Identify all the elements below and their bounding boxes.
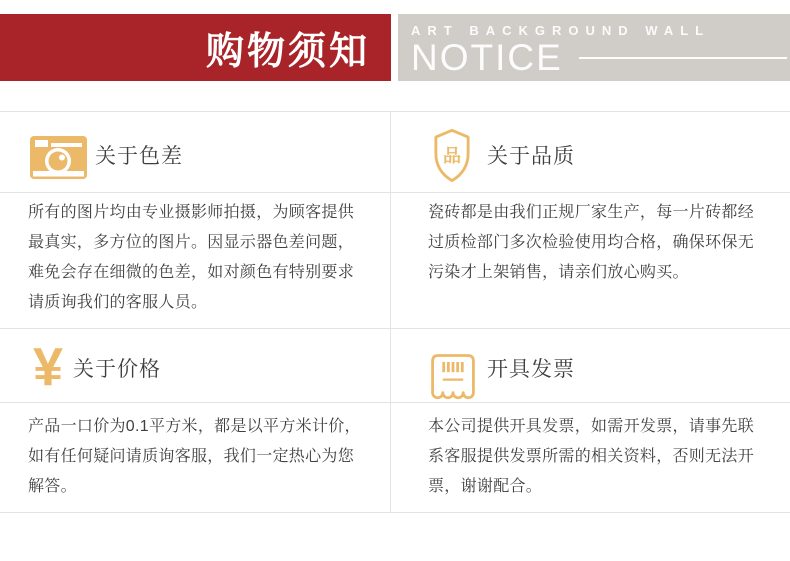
header-subtitle-en: ART BACKGROUND WALL: [411, 23, 711, 38]
section-body-color-difference: 所有的图片均由专业摄影师拍摄，为顾客提供最真实，多方位的图片。因显示器色差问题，难免会存在细微的色差，如对颜色有特别要求请质询我们的客服人员。: [28, 204, 355, 311]
divider-under-titles-row1: [0, 192, 790, 193]
camera-icon: [30, 133, 87, 186]
section-body-quality: 瓷砖都是由我们正规厂家生产，每一片砖都经过质检部门多次检验使用均合格，确保环保无污染才上架销售，请亲们放心购买。: [428, 204, 755, 281]
divider-between-rows: [0, 328, 790, 329]
section-body-price: 产品一口价为0.1平方米，都是以平方米计价，如有任何疑问请质询客服，我们一定热心为您解答。: [28, 418, 361, 495]
header-notice-row: [411, 39, 790, 77]
header-notice-text: NOTICE: [411, 37, 563, 78]
divider-top: [0, 111, 790, 112]
section-title-color-difference: 关于色差: [95, 145, 183, 168]
shield-glyph: 品: [443, 146, 461, 167]
divider-vertical-center: [390, 111, 391, 512]
divider-under-titles-row2: [0, 402, 790, 403]
page-title: 购物须知: [205, 31, 370, 73]
header-banner-gray: [398, 14, 790, 81]
notice-decorative-line: [579, 57, 787, 59]
divider-bottom: [0, 512, 790, 513]
section-body-invoice: 本公司提供开具发票，如需开发票，请事先联系客服提供发票所需的相关资料，否则无法开票，谢谢配合。: [428, 418, 755, 495]
header-banner-red: [0, 14, 391, 81]
section-title-price: 关于价格: [73, 358, 161, 381]
yen-icon: ¥: [32, 337, 64, 397]
shield-icon: [428, 128, 476, 188]
section-title-invoice: 开具发票: [487, 358, 575, 381]
section-title-quality: 关于品质: [487, 145, 575, 168]
receipt-icon: [426, 349, 480, 406]
